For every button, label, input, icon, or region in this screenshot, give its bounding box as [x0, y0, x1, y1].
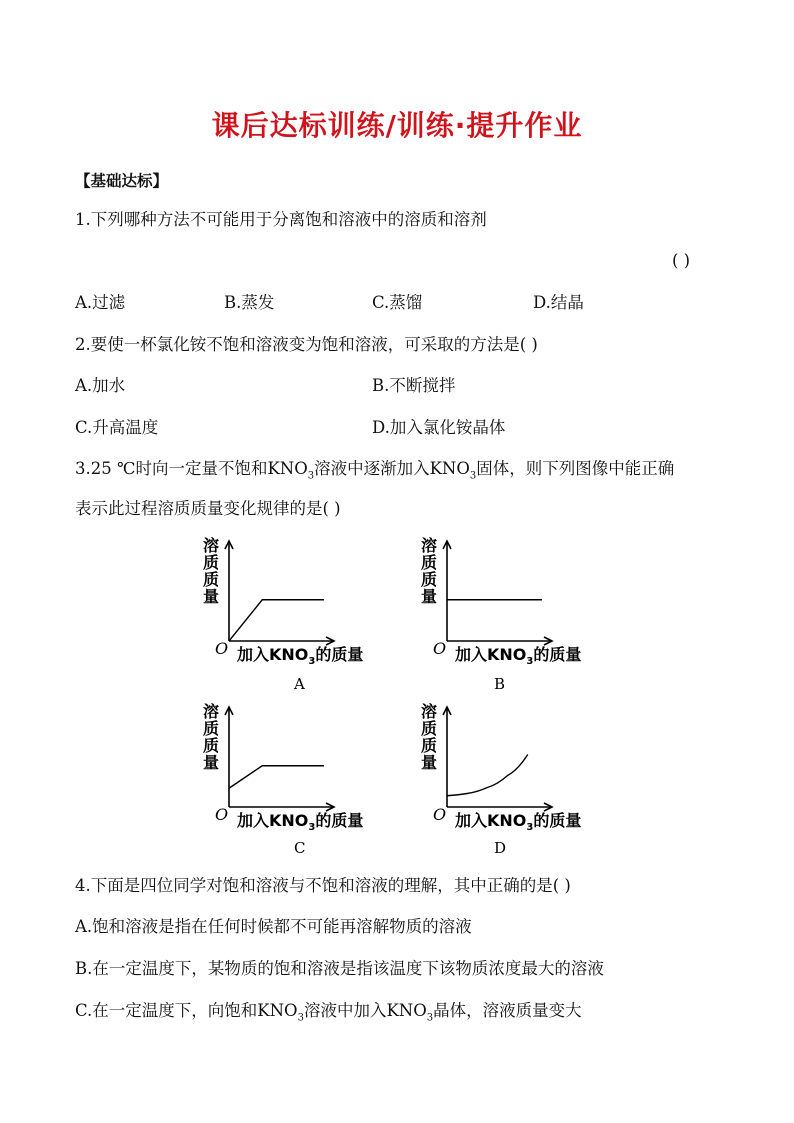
graph-d-origin: O: [433, 805, 447, 824]
graph-a-origin: O: [215, 639, 229, 658]
graph-c-origin: O: [215, 805, 229, 824]
page-title: 课后达标训练/训练·提升作业: [211, 109, 583, 142]
q1-option-c: C.蒸馏: [372, 293, 423, 312]
graph-d-xlabel: 加入$KNO_3$的质量: [455, 811, 582, 833]
graph-d-ylabel-char: 质: [421, 719, 438, 738]
graph-a-ylabel-char: 量: [203, 587, 220, 606]
q4-option-b: B.在一定温度下，某物质的饱和溶液是指该温度下该物质浓度最大的溶液: [75, 959, 604, 978]
graph-b-ylabel-char: 溶: [421, 536, 438, 555]
graph-d-label: D: [494, 839, 507, 857]
q1-stem: 1.下列哪种方法不可能用于分离饱和溶液中的溶质和溶剂: [75, 210, 487, 229]
q2-option-a: A.加水: [75, 376, 126, 395]
q4-option-c: C.在一定温度下，向饱和$KNO_3$溶液中加入$KNO_3$晶体，溶液质量变大: [75, 1001, 582, 1024]
q3-graphs: [0, 535, 794, 875]
graph-a-curve: [229, 600, 324, 641]
section-heading: 【基础达标】: [75, 172, 169, 190]
graph-c-ylabel-char: 质: [203, 736, 220, 755]
graph-b-ylabel-char: 量: [421, 587, 438, 606]
graph-b-label: B: [494, 675, 506, 693]
graph-d-ylabel-char: 量: [421, 753, 438, 772]
q3-stem-line2: 表示此过程溶质质量变化规律的是( ): [75, 499, 341, 518]
graph-a-xlabel: 加入$KNO_3$的质量: [237, 645, 364, 667]
q1-option-b: B.蒸发: [224, 293, 275, 312]
q3-stem: 3.25 ℃时向一定量不饱和$KNO_3$溶液中逐渐加入$KNO_3$固体，则下列图像中能正确: [75, 459, 675, 482]
graph-a-ylabel-char: 质: [203, 570, 220, 589]
q4-stem: 4.下面是四位同学对饱和溶液与不饱和溶液的理解，其中正确的是( ): [75, 876, 571, 895]
q1-answer-paren: ( ): [672, 251, 691, 270]
graph-c-ylabel-char: 溶: [203, 702, 220, 721]
graph-d-curve: [447, 755, 528, 796]
graph-b-xlabel: 加入$KNO_3$的质量: [455, 645, 582, 667]
q2-option-d: D.加入氯化铵晶体: [372, 418, 506, 437]
q4-option-a: A.饱和溶液是指在任何时候都不可能再溶解物质的溶液: [75, 917, 472, 936]
graph-c-ylabel-char: 质: [203, 719, 220, 738]
graph-b-ylabel-char: 质: [421, 570, 438, 589]
graph-a-label: A: [294, 675, 305, 693]
q1-option-a: A.过滤: [75, 293, 126, 312]
q2-stem: 2.要使一杯氯化铵不饱和溶液变为饱和溶液，可采取的方法是( ): [75, 335, 538, 354]
graph-c-label: C: [294, 839, 306, 857]
graph-b-ylabel-char: 质: [421, 553, 438, 572]
q2-option-b: B.不断搅拌: [372, 376, 456, 395]
graph-d-ylabel-char: 质: [421, 736, 438, 755]
q1-option-d: D.结晶: [533, 293, 584, 312]
graph-a-ylabel-char: 质: [203, 553, 220, 572]
graph-c-ylabel-char: 量: [203, 753, 220, 772]
q2-option-c: C.升高温度: [75, 418, 159, 437]
graph-d-ylabel-char: 溶: [421, 702, 438, 721]
graph-b-origin: O: [433, 639, 447, 658]
graph-c-xlabel: 加入$KNO_3$的质量: [237, 811, 364, 833]
graph-a-ylabel-char: 溶: [203, 536, 220, 555]
graph-c-curve: [229, 766, 324, 789]
